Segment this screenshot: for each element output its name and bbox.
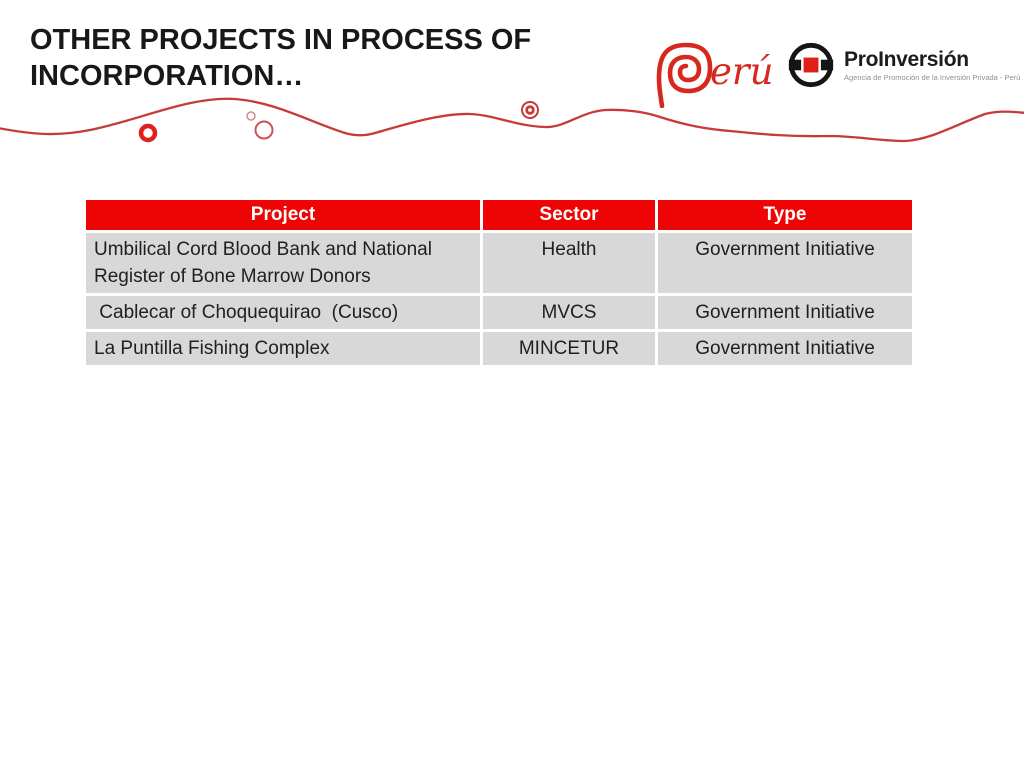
table-row bbox=[86, 332, 912, 365]
projects-table bbox=[83, 197, 915, 368]
sector-cell: Health bbox=[483, 233, 655, 293]
proinversion-logo bbox=[786, 40, 1020, 90]
peru-logo bbox=[646, 32, 772, 108]
sector-cell: MVCS bbox=[483, 296, 655, 329]
sector-cell: MINCETUR bbox=[483, 332, 655, 365]
wave-dot-medium bbox=[256, 122, 273, 139]
type-cell: Government Initiative bbox=[658, 332, 912, 365]
page-title bbox=[30, 22, 531, 94]
peru-script-text: erú bbox=[710, 50, 772, 93]
column-header-project: Project bbox=[86, 200, 480, 230]
column-header-type: Type bbox=[658, 200, 912, 230]
table-row bbox=[86, 296, 912, 329]
wave-bullseye-inner bbox=[527, 107, 534, 114]
wave-dot-small bbox=[247, 112, 255, 120]
proinversion-tagline: Agencia de Promoción de la Inversión Privada - Perú bbox=[844, 73, 1021, 82]
type-cell: Government Initiative bbox=[658, 233, 912, 293]
wave-line bbox=[0, 99, 1024, 141]
project-cell: Umbilical Cord Blood Bank and National Register of Bone Marrow Donors bbox=[86, 233, 480, 293]
table-row bbox=[86, 233, 912, 293]
project-cell: La Puntilla Fishing Complex bbox=[86, 332, 480, 365]
peru-spiral-icon bbox=[646, 32, 772, 108]
project-cell: Cablecar of Choquequirao (Cusco) bbox=[86, 296, 480, 329]
table-header-row bbox=[86, 200, 912, 230]
type-cell: Government Initiative bbox=[658, 296, 912, 329]
wave-dot-bold bbox=[141, 126, 155, 140]
proinversion-emblem-icon bbox=[786, 40, 836, 90]
title-line-2: INCORPORATION… bbox=[30, 60, 304, 92]
proinversion-name: ProInversión bbox=[844, 48, 969, 71]
wave-bullseye-outer bbox=[522, 102, 538, 118]
column-header-sector: Sector bbox=[483, 200, 655, 230]
title-line-1: OTHER PROJECTS IN PROCESS OF bbox=[30, 24, 532, 56]
